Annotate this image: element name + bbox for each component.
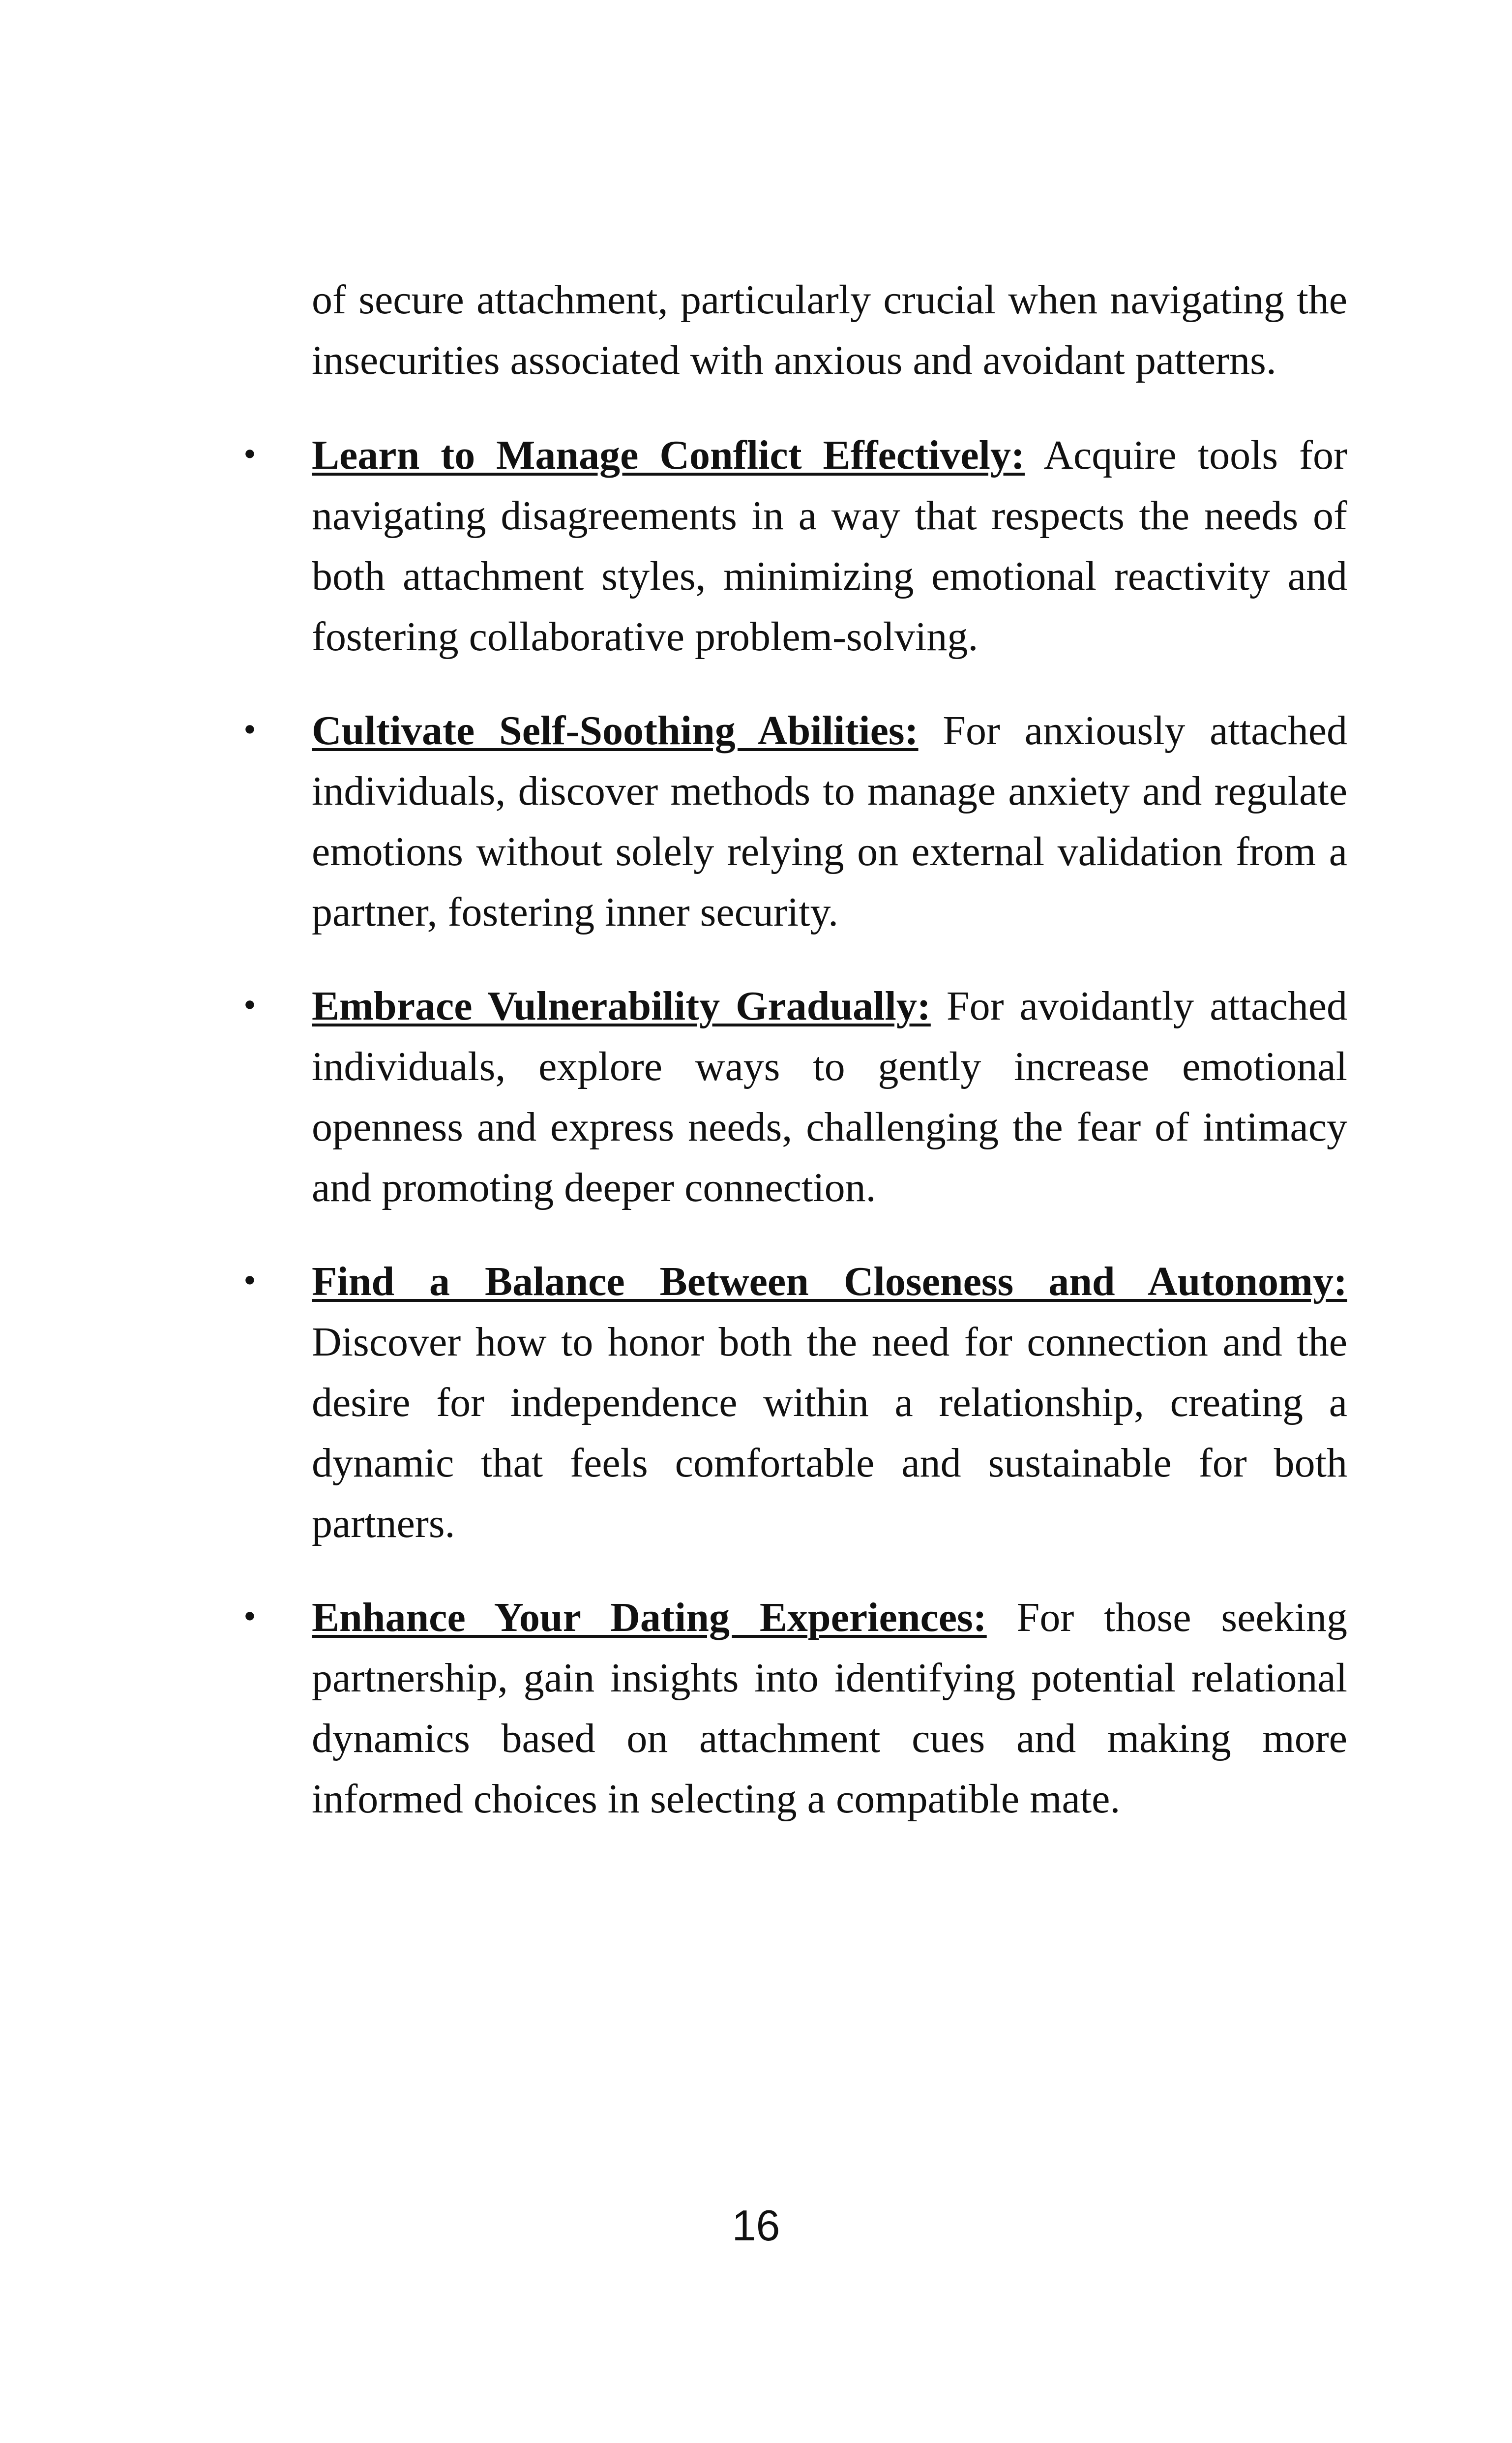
bullet-icon: • bbox=[241, 713, 259, 748]
list-item bbox=[241, 700, 1347, 942]
bullet-heading: Cultivate Self-Soothing Abilities: bbox=[312, 708, 919, 754]
bullet-text: For those seeking partnership, gain insights into identifying potential relational dynamics based on attachment cues and making more informed choices in selecting a compatible mate. bbox=[312, 1595, 1348, 1822]
list-item bbox=[241, 976, 1348, 1218]
bullet-text: Acquire tools for navigating disagreements in a way that respects the needs of both attachment styles, minimizing emotional reactivity and fostering collaborative problem-solving. bbox=[312, 432, 1347, 660]
bullet-heading: Embrace Vulnerability Gradually: bbox=[312, 983, 931, 1029]
bullet-icon: • bbox=[241, 1264, 259, 1298]
bullet-heading: Learn to Manage Conflict Effectively: bbox=[312, 432, 1025, 478]
list-item bbox=[241, 425, 1347, 667]
bullet-text: Discover how to honor both the need for connection and the desire for independence within a relationship, creating a dynamic that feels comfortable and sustainable for both partners. bbox=[312, 1319, 1347, 1546]
bullet-icon: • bbox=[241, 989, 259, 1023]
list-item bbox=[241, 1587, 1348, 1829]
bullet-text: For avoidantly attached individuals, explore ways to gently increase emotional openness and express needs, challenging the fear of intimacy and promoting deeper connection. bbox=[312, 983, 1348, 1210]
bullet-text: For anxiously attached individuals, discover methods to manage anxiety and regulate emotions without solely relying on external validation from a partner, fostering inner security. bbox=[312, 708, 1347, 935]
bullet-list bbox=[241, 425, 1348, 1829]
bullet-icon: • bbox=[241, 438, 259, 472]
bullet-heading: Find a Balance Between Closeness and Autonomy: bbox=[312, 1259, 1347, 1304]
bullet-icon: • bbox=[241, 1600, 259, 1634]
intro-paragraph: of secure attachment, particularly crucial when navigating the insecurities associated with anxious and avoidant patterns. bbox=[312, 277, 1347, 383]
list-item bbox=[241, 1251, 1347, 1554]
page-number: 16 bbox=[732, 2201, 780, 2250]
page-content bbox=[241, 270, 1348, 1863]
bullet-heading: Enhance Your Dating Experiences: bbox=[312, 1595, 987, 1640]
